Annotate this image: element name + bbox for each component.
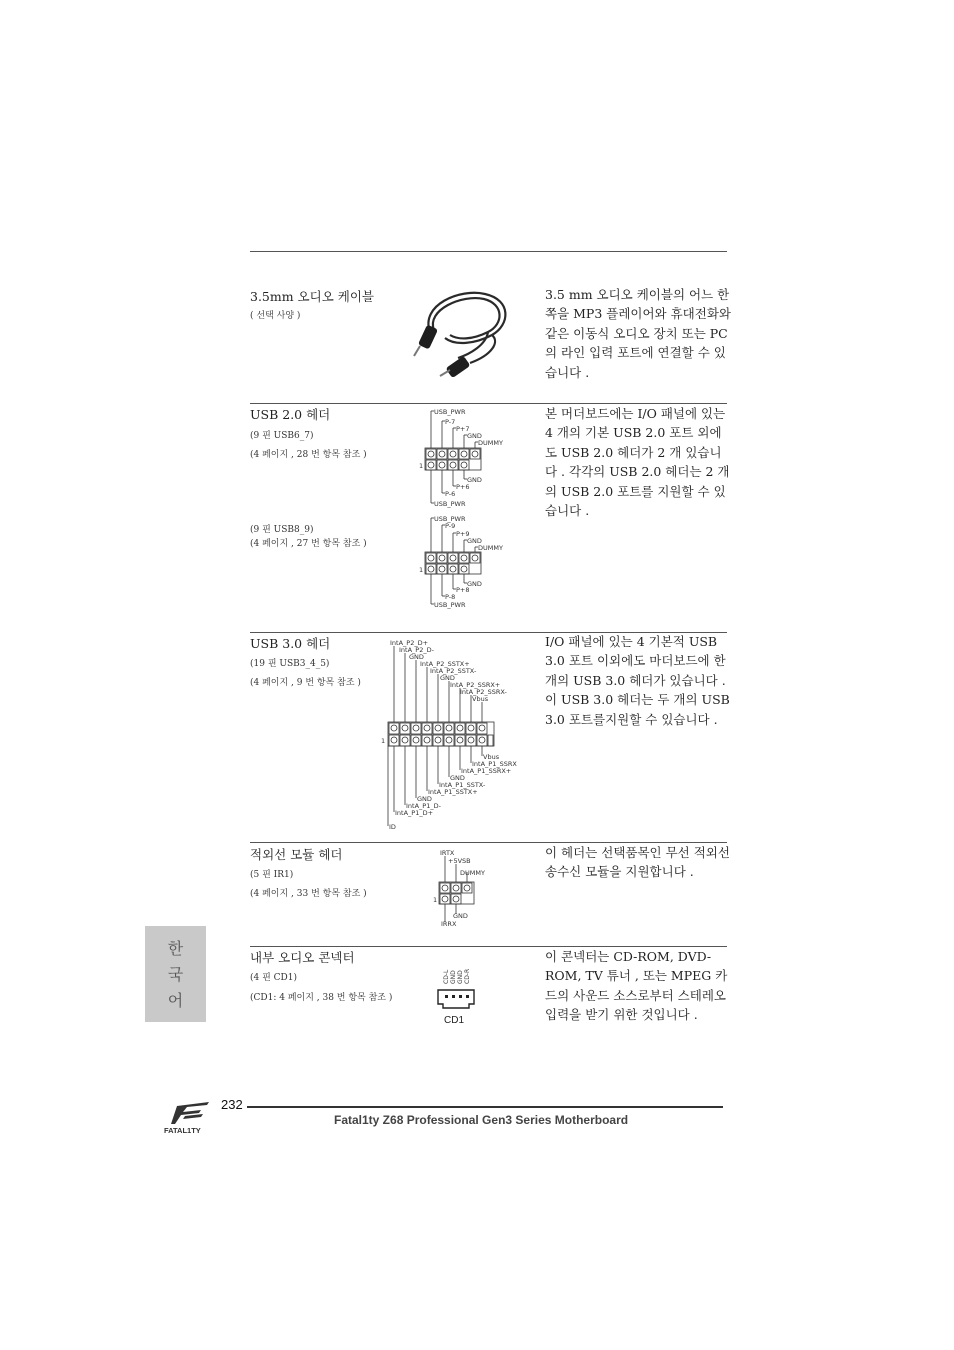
- side-tab-char: 한: [167, 939, 184, 958]
- pin-label: USB_PWR: [434, 515, 466, 523]
- side-tab-char: 어: [167, 991, 184, 1010]
- page-number: 232: [221, 1097, 243, 1112]
- pin-label: DUMMY: [478, 439, 503, 447]
- pin-label: USB_PWR: [434, 500, 466, 508]
- fatal1ty-logo: [163, 1096, 221, 1136]
- pin1-marker: 1: [433, 896, 438, 904]
- audio-cable-image: [400, 280, 520, 390]
- pin-label: P+6: [456, 483, 470, 491]
- pin-label: P+9: [456, 530, 470, 538]
- pin-label: P-8: [445, 593, 456, 601]
- pin-label: IntA_P1_D+: [395, 809, 434, 817]
- pin-label: CD-R: [464, 968, 471, 984]
- section-sub: (4 페이지 , 33 번 항목 참조 ): [250, 889, 367, 899]
- section-desc-audio-cable: 3.5 mm 오디오 케이블의 어느 한 쪽을 MP3 플레이어와 휴대전화와 같은 이동식 오디오 장치 또는 PC 의 라인 입력 포트에 연결할 수 있습니다 .: [545, 287, 731, 380]
- pin-label: IntA_P1_SSTX-: [439, 781, 486, 789]
- pin-label: GND: [417, 795, 432, 803]
- pin-label: USB_PWR: [434, 408, 466, 416]
- pin-label: IntA_P2_SSTX-: [430, 667, 477, 675]
- pin-label: Vbus: [472, 695, 489, 703]
- section-desc-cd: 이 콘넥터는 CD-ROM, DVD-ROM, TV 튜너 , 또는 MPEG 카드의 사운드 소스로부터 스테레오 입력을 받기 위한 것입니다 .: [545, 949, 728, 1023]
- top-rule: [250, 251, 727, 252]
- pin1-marker: 1: [419, 462, 424, 470]
- side-tab-char: 국: [167, 965, 184, 984]
- pin-label: GND: [453, 912, 468, 920]
- section-sub: (9 핀 USB8_9): [250, 525, 314, 535]
- connector-name: CD1: [444, 1015, 465, 1026]
- language-side-tab: [145, 926, 206, 1022]
- pin-label: IntA_P1_SSRX+: [461, 767, 512, 775]
- usb3-header-diagram: [380, 636, 540, 836]
- pin-label: GND: [467, 432, 482, 440]
- pin-label: CD-L: [443, 969, 450, 984]
- pin-label: GND: [467, 537, 482, 545]
- section-title-cd: 내부 오디오 콘넥터: [250, 950, 355, 965]
- pin-label: P+8: [456, 586, 470, 594]
- section-sub: (4 핀 CD1): [250, 973, 297, 983]
- section-desc-usb3: I/O 패널에 있는 4 기본적 USB 3.0 포트 이외에도 마더보드에 한 개의 USB 3.0 헤더가 있습니다 . 이 USB 3.0 헤더는 두 개의 USB 3.0 포트를지원할 수 있습니다 .: [545, 634, 730, 727]
- logo-text: FATAL1TY: [164, 1126, 201, 1135]
- cd-connector-diagram: [432, 958, 482, 1028]
- footer-title: Fatal1ty Z68 Professional Gen3 Series Motherboard: [334, 1113, 629, 1127]
- pin-label: P+7: [456, 425, 470, 433]
- section-title-audio-cable: 3.5mm 오디오 케이블: [250, 289, 374, 304]
- usb2-header-b-diagram: [418, 512, 518, 612]
- pin-label: IRRX: [441, 920, 457, 928]
- section-desc-ir: 이 헤더는 선택품목인 무선 적외선 송수신 모듈을 지원합니다 .: [545, 845, 730, 880]
- pin-label: P-7: [445, 418, 456, 426]
- section-title-usb3: USB 3.0 헤더: [250, 636, 331, 651]
- pin-label: IntA_P2_SSRX+: [450, 681, 501, 689]
- pin-label: GND: [457, 970, 464, 984]
- pin-label: Vbus: [483, 753, 500, 761]
- pin-label: GND: [409, 653, 424, 661]
- pin-label: IntA_P2_D+: [390, 639, 429, 647]
- pin-label: DUMMY: [460, 869, 485, 877]
- usb2-header-a-diagram: [418, 405, 518, 510]
- footer-rule: [247, 1106, 723, 1108]
- pin-label: IntA_P1_SSRX: [472, 760, 517, 768]
- section-sub: (19 핀 USB3_4_5): [250, 659, 330, 669]
- pin-label: GND: [467, 476, 482, 484]
- section-sub: (4 페이지 , 28 번 항목 참조 ): [250, 450, 367, 460]
- section-desc-usb2: 본 머더보드에는 I/O 패널에 있는 4 개의 기본 USB 2.0 포트 외에도 USB 2.0 헤더가 2 개 있습니다 . 각각의 USB 2.0 헤더는 2 개의 USB 2.0 포트를 지원할 수 있습니다 .: [545, 406, 730, 519]
- section-sub: (4 페이지 , 9 번 항목 참조 ): [250, 678, 361, 688]
- pin-label: IntA_P1_SSTX+: [428, 788, 478, 796]
- pin-label: GND: [450, 774, 465, 782]
- section-title-ir: 적외선 모듈 헤더: [250, 847, 343, 862]
- section-title-usb2: USB 2.0 헤더: [250, 407, 331, 422]
- pin-label: IntA_P1_D-: [406, 802, 441, 810]
- section-sub: (4 페이지 , 27 번 항목 참조 ): [250, 539, 367, 549]
- section-sub: (5 핀 IR1): [250, 870, 294, 880]
- pin-label: IntA_P2_SSTX+: [420, 660, 470, 668]
- pin-label: +5VSB: [448, 857, 471, 865]
- pin1-marker: 1: [419, 566, 424, 574]
- pin-label: IntA_P2_SSRX-: [460, 688, 507, 696]
- pin-label: GND: [467, 580, 482, 588]
- section-sub: ( 선택 사양 ): [250, 311, 301, 321]
- pin-label: P-6: [445, 490, 456, 498]
- pin-label: ID: [389, 823, 396, 831]
- ir-header-diagram: [430, 846, 510, 930]
- pin-label: DUMMY: [478, 544, 503, 552]
- pin-label: IntA_P2_D-: [399, 646, 434, 654]
- pin-label: GND: [440, 674, 455, 682]
- pin-label: IRTX: [440, 849, 455, 857]
- pin1-marker: 1: [381, 737, 386, 745]
- section-sub: (9 핀 USB6_7): [250, 431, 314, 441]
- pin-label: GND: [450, 970, 457, 984]
- pin-label: P-9: [445, 522, 456, 530]
- pin-label: USB_PWR: [434, 601, 466, 609]
- section-sub: (CD1: 4 페이지 , 38 번 항목 참조 ): [250, 993, 393, 1003]
